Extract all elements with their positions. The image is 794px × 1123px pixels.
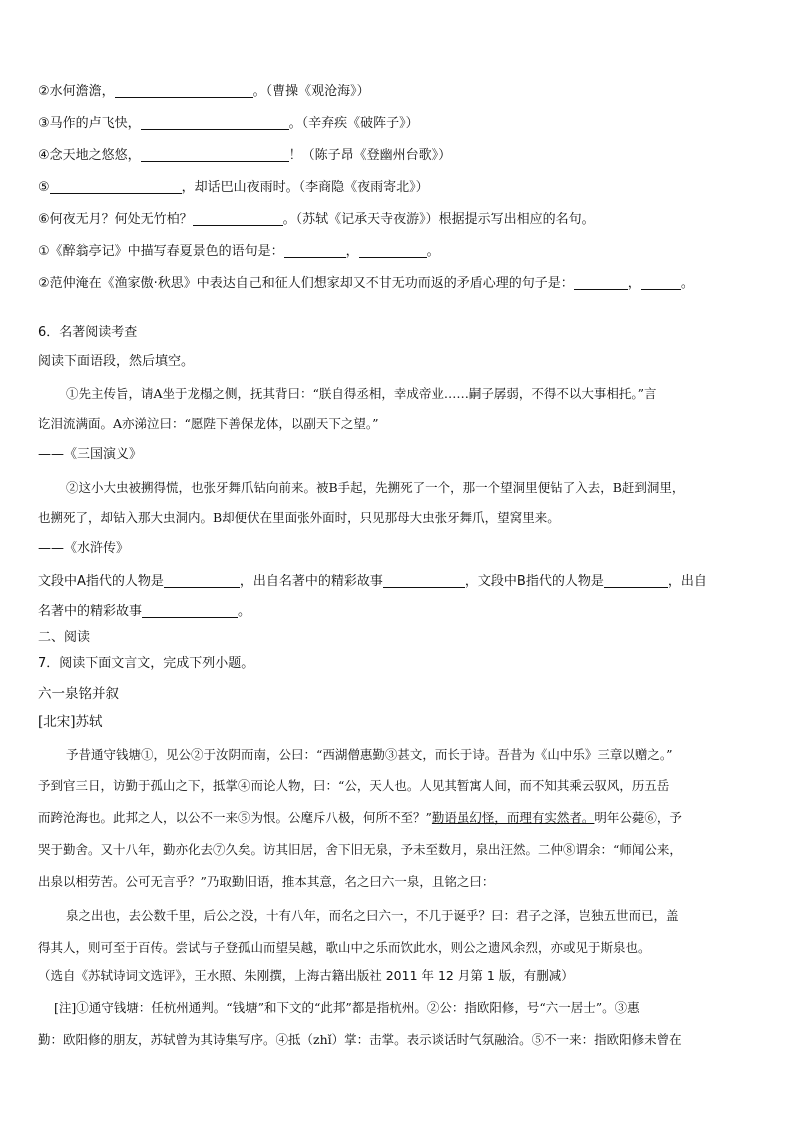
poem-question-5 [38, 178, 756, 198]
answer-blank[interactable] [115, 83, 253, 98]
passage-2-line-1: ②这小大虫被搠得慌，也张牙舞爪钻向前来。被B手起，先搠死了一个，那一个望洞里便钻了入去，B赶到洞里， [66, 480, 685, 495]
question-text: ④念天地之悠悠， [38, 148, 141, 163]
essay-author: [北宋]苏轼 [38, 714, 103, 730]
section-6-heading: 6．名著阅读考查 [38, 325, 138, 340]
passage-1-line-2: 讫泪流满面。A亦涕泣曰：“愿陛下善保龙体，以副天下之望。” [38, 416, 379, 431]
passage-1-source: ——《三国演义》 [38, 447, 143, 462]
answer-blank[interactable] [284, 243, 346, 258]
question-text: ，出自名著中的精彩故事 [239, 574, 383, 589]
poem-question-3 [38, 114, 756, 134]
separator: ， [345, 244, 359, 259]
answer-blank[interactable] [359, 243, 427, 258]
separator: ， [627, 276, 641, 291]
essay-text: 而跨沧海也。此邦之人，以公不一来⑤为恨。公麾斥八极，何所不至？” [38, 810, 432, 825]
answer-blank[interactable] [164, 573, 240, 588]
poem-question-2 [38, 82, 756, 102]
essay-p1-line-1: 予昔通守钱塘①，见公②于汝阴而南，公曰：“西湖僧惠勤③甚文，而长于诗。吾昔为《山中乐》三章以赠之。” [66, 747, 673, 762]
essay-title: 六一泉铭并叙 [38, 686, 119, 702]
answer-blank[interactable] [141, 147, 289, 162]
passage-1-line-1: ①先主传旨，请A坐于龙榻之侧，抚其背曰：“朕自得丞相，幸成帝业……嗣子孱弱，不得不以大事相托。”言 [66, 386, 657, 401]
essay-p1-line-2: 予到官三日，访勤于孤山之下，抵掌④而论人物，曰：“公，天人也。人见其暂寓人间，而不知其乘云驭风，历五岳 [38, 778, 670, 793]
answer-blank[interactable] [604, 573, 668, 588]
question-text: ，出自 [667, 574, 707, 589]
answer-blank[interactable] [142, 603, 238, 618]
essay-text: 明年公薨⑥，予 [594, 810, 682, 825]
question-7-prompt: 7．阅读下面文言文，完成下列小题。 [38, 656, 255, 671]
answer-blank[interactable] [50, 179, 182, 194]
essay-p1-line-4: 哭于勤舍。又十八年，勤亦化去⑦久矣。访其旧居，舍下旧无泉，予未至数月，泉出汪然。二仲⑧谓余：“师闻公来， [38, 842, 682, 857]
question-source: ，却话巴山夜雨时。（李商隐《夜雨寄北》） [181, 180, 429, 195]
scenario-question-1 [38, 242, 756, 262]
period: 。 [238, 604, 252, 619]
question-text: ①《醉翁亭记》中描写春夏景色的语句是： [38, 244, 284, 259]
question-text: ⑤ [38, 180, 50, 195]
period: 。 [426, 244, 440, 259]
reading-section-heading: 二、阅读 [38, 630, 91, 645]
essay-p2-line-2: 得其人，则可至于百传。尝试与子登孤山而望吴越，歌山中之乐而饮此水，则公之遗风余烈，亦或见于斯泉也。 [38, 940, 651, 955]
notes-line-2: 勤：欧阳修的朋友，苏轼曾为其诗集写序。④抵（zhǐ）掌：击掌。表示谈话时气氛融洽。⑤不一来：指欧阳修未曾在 [38, 1032, 682, 1047]
question-text: ，文段中B指代的人物是 [464, 574, 604, 589]
question-text: 名著中的精彩故事 [38, 604, 143, 619]
question-text: ⑥何夜无月？何处无竹柏？ [38, 212, 193, 227]
poem-question-4 [38, 146, 756, 166]
question-source: 。（辛弃疾《破阵子》） [288, 116, 419, 131]
passage-2-source: ——《水浒传》 [38, 541, 130, 556]
question-source: ！（陈子昂《登幽州台歌》） [288, 148, 452, 163]
section-6-instruction: 阅读下面语段，然后填空。 [38, 354, 195, 369]
scenario-question-2 [38, 274, 756, 294]
period: 。 [680, 276, 694, 291]
question-text: ②水何澹澹， [38, 84, 115, 99]
essay-p1-line-5: 出泉以相劳苦。公可无言乎？”乃取勤旧语，推本其意，名之曰六一泉，且铭之曰： [38, 874, 495, 889]
answer-blank[interactable] [641, 275, 681, 290]
fill-question-line-1 [38, 572, 756, 592]
fill-question-line-2 [38, 602, 756, 622]
question-source: 。（曹操《观沧海》） [252, 84, 370, 99]
answer-blank[interactable] [574, 275, 628, 290]
essay-p1-line-3 [38, 808, 756, 828]
question-text: 文段中A指代的人物是 [38, 574, 164, 589]
answer-blank[interactable] [141, 115, 289, 130]
answer-blank[interactable] [383, 573, 465, 588]
essay-source-citation: （选自《苏轼诗词文选评》，王水照、朱刚撰，上海古籍出版社 2011 年 12 月第 1 版，有删减） [38, 968, 574, 983]
underlined-sentence: 勤语虽幻怪，而理有实然者。 [431, 810, 595, 825]
essay-p2-line-1: 泉之出也，去公数千里，后公之没，十有八年，而名之曰六一，不几于诞乎？曰：君子之泽，岂独五世而已，盖 [66, 908, 679, 923]
answer-blank[interactable] [193, 211, 283, 226]
notes-line-1: [注]①通守钱塘：任杭州通判。“钱塘”和下文的“此邦”都是指杭州。②公：指欧阳修，号“六一居士”。③惠 [54, 1000, 640, 1015]
question-text: ②范仲淹在《渔家傲·秋思》中表达自己和征人们想家却又不甘无功而返的矛盾心理的句子是： [38, 276, 574, 291]
passage-2-line-2: 也搠死了，却钻入那大虫洞内。B却便伏在里面张外面时，只见那母大虫张牙舞爪，望窝里来。 [38, 510, 560, 525]
poem-question-6 [38, 210, 756, 230]
question-source: 。（苏轼《记承天寺夜游》）根据提示写出相应的名句。 [282, 212, 595, 227]
question-text: ③马作的卢飞快， [38, 116, 141, 131]
